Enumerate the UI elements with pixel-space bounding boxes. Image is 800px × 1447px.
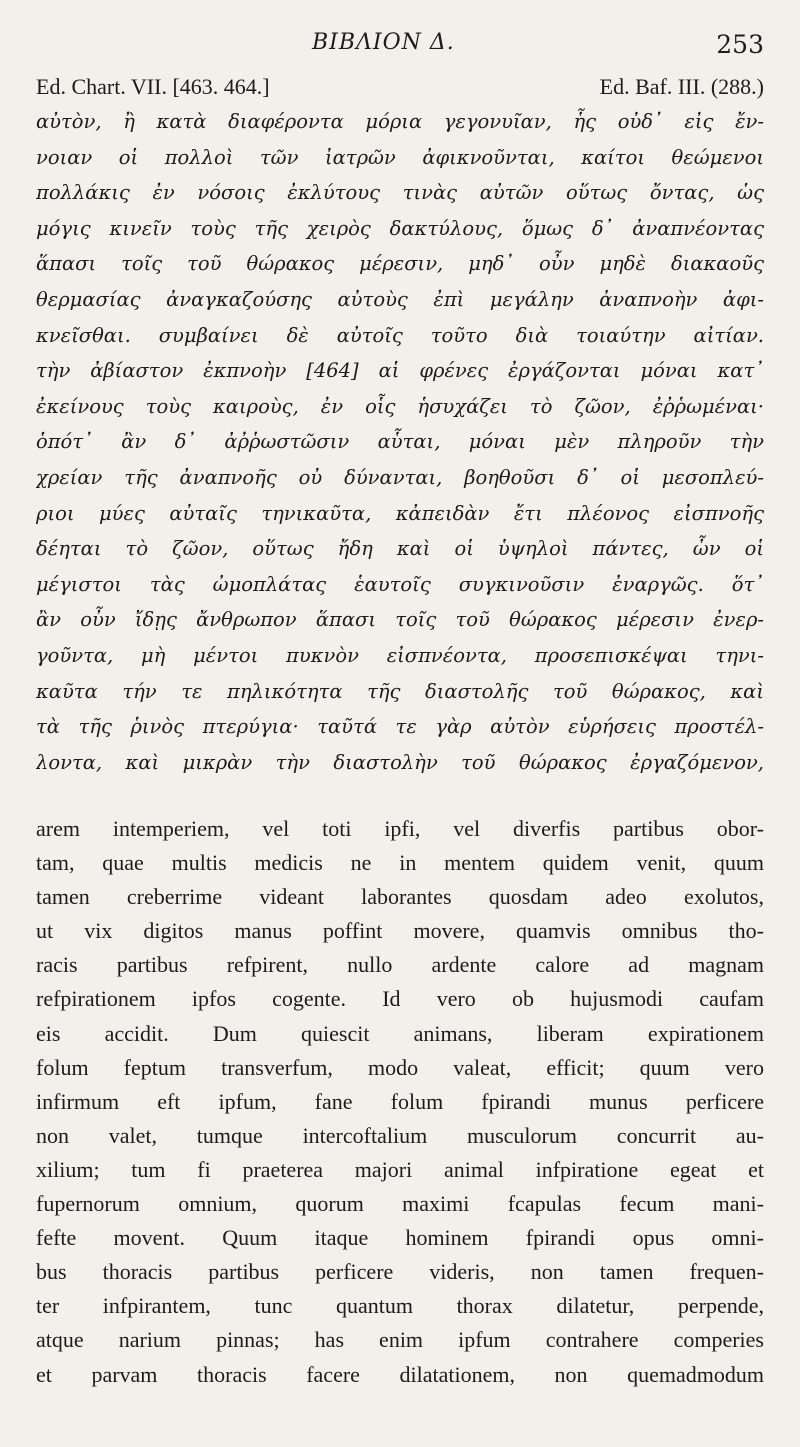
greek-text-line: λοντα, καὶ μικρὰν τὴν διαστολὴν τοῦ θώρακος ἐργαζόμενον, <box>36 750 764 774</box>
latin-text-block <box>36 812 764 1392</box>
greek-text-line: χρείαν τῆς ἀναπνοῆς οὐ δύνανται, βοηθοῦσι δ᾽ οἱ μεσοπλεύ- <box>36 465 764 489</box>
latin-text-line: non valet, tumque intercoftalium musculorum concurrit au- <box>36 1122 764 1148</box>
book-title: ΒΙΒΛΙΟΝ Δ. <box>312 30 455 55</box>
latin-text-line: xilium; tum fi praeterea majori animal infpiratione egeat et <box>36 1156 764 1182</box>
latin-text-line: tamen creberrime videant laborantes quosdam adeo exolutos, <box>36 884 764 910</box>
latin-text-line: arem intemperiem, vel toti ipfi, vel diverfis partibus obor- <box>36 816 764 841</box>
greek-text-line: θερμασίας ἀναγκαζούσης αὐτοὺς ἐπὶ μεγάλην ἀναπνοὴν ἀφι- <box>36 287 764 311</box>
latin-text-line: bus thoracis partibus perficere videris, non tamen frequen- <box>36 1259 764 1285</box>
edition-reference-line <box>36 74 764 104</box>
greek-text-line: γοῦντα, μὴ μέντοι πυκνὸν εἰσπνέοντα, προσεπισκέψαι τηνι- <box>36 643 764 667</box>
page-number: 253 <box>716 30 764 59</box>
greek-text-line: δέηται τὸ ζῶον, οὕτως ἤδη καὶ οἱ ὑψηλοὶ πάντες, ὧν οἱ <box>36 537 764 561</box>
latin-text-line: fefte movent. Quum itaque hominem fpirandi opus omni- <box>36 1225 764 1251</box>
greek-text-line: ἅπασι τοῖς τοῦ θώρακος μέρεσιν, μηδ᾽ οὖν μηδὲ διακαοῦς <box>36 252 764 276</box>
greek-text-line: τὰ τῆς ῥινὸς πτερύγια· ταῦτά τε γὰρ αὐτὸν εὑρήσεις προστέλ- <box>36 715 764 739</box>
latin-text-line: ut vix digitos manus poffint movere, quamvis omnibus tho- <box>36 918 764 944</box>
latin-text-line: ter infpirantem, tunc quantum thorax dilatetur, perpende, <box>36 1293 764 1319</box>
edition-chart-reference: Ed. Chart. VII. [463. 464.] <box>36 74 270 99</box>
greek-text-line: τὴν ἀβίαστον ἐκπνοὴν [464] αἱ φρένες ἐργάζονται μόναι κατ᾽ <box>36 359 764 383</box>
greek-text-line: ριοι μύες αὐταῖς τηνικαῦτα, κἀπειδὰν ἔτι πλέονος εἰσπνοῆς <box>36 501 764 525</box>
latin-text-line: infirmum eft ipfum, fane folum fpirandi munus perficere <box>36 1088 764 1114</box>
greek-text-line: μέγιστοι τὰς ὠμοπλάτας ἑαυτοῖς συγκινοῦσιν ἐναργῶς. ὅτ᾽ <box>36 572 764 596</box>
latin-text-line: atque narium pinnas; has enim ipfum contrahere comperies <box>36 1327 764 1353</box>
latin-text-line: tam, quae multis medicis ne in mentem quidem venit, quum <box>36 850 764 876</box>
greek-text-line: νοιαν οἱ πολλοὶ τῶν ἰατρῶν ἀφικνοῦνται, καίτοι θεώμενοι <box>36 145 764 169</box>
greek-text-line: καῦτα τήν τε πηλικότητα τῆς διαστολῆς τοῦ θώρακος, καὶ <box>36 679 764 703</box>
greek-text-block <box>36 104 764 780</box>
edition-basel-reference: Ed. Baf. III. (288.) <box>599 74 764 99</box>
greek-text-line: ἐκείνους τοὺς καιροὺς, ἐν οἷς ἡσυχάζει τὸ ζῶον, ἐῤῥωμέναι· <box>36 394 764 418</box>
greek-text-line: κνεῖσθαι. συμβαίνει δὲ αὐτοῖς τοῦτο διὰ τοιαύτην αἰτίαν. <box>36 323 764 347</box>
running-head <box>0 30 800 64</box>
latin-text-line: racis partibus refpirent, nullo ardente calore ad magnam <box>36 952 764 978</box>
latin-text-line: fupernorum omnium, quorum maximi fcapulas fecum mani- <box>36 1191 764 1217</box>
latin-text-line: folum feptum transverfum, modo valeat, efficit; quum vero <box>36 1054 764 1080</box>
greek-text-line: ἂν οὖν ἴδῃς ἄνθρωπον ἅπασι τοῖς τοῦ θώρακος μέρεσιν ἐνερ- <box>36 608 764 632</box>
latin-text-line: eis accidit. Dum quiescit animans, liberam expirationem <box>36 1020 764 1046</box>
latin-text-line: et parvam thoracis facere dilatationem, non quemadmodum <box>36 1361 764 1387</box>
greek-text-line: μόγις κινεῖν τοὺς τῆς χειρὸς δακτύλους, ὅμως δ᾽ ἀναπνέοντας <box>36 216 764 240</box>
greek-text-line: ὁπότ᾽ ἂν δ᾽ ἀῤῥωστῶσιν αὗται, μόναι μὲν πληροῦν τὴν <box>36 430 764 454</box>
greek-text-line: πολλάκις ἐν νόσοις ἐκλύτους τινὰς αὐτῶν οὕτως ὄντας, ὡς <box>36 181 764 205</box>
greek-text-line: αὐτὸν, ἢ κατὰ διαφέροντα μόρια γεγονυῖαν, ἧς οὐδ᾽ εἰς ἔν- <box>36 110 764 133</box>
latin-text-line: refpirationem ipfos cogente. Id vero ob hujusmodi caufam <box>36 986 764 1012</box>
